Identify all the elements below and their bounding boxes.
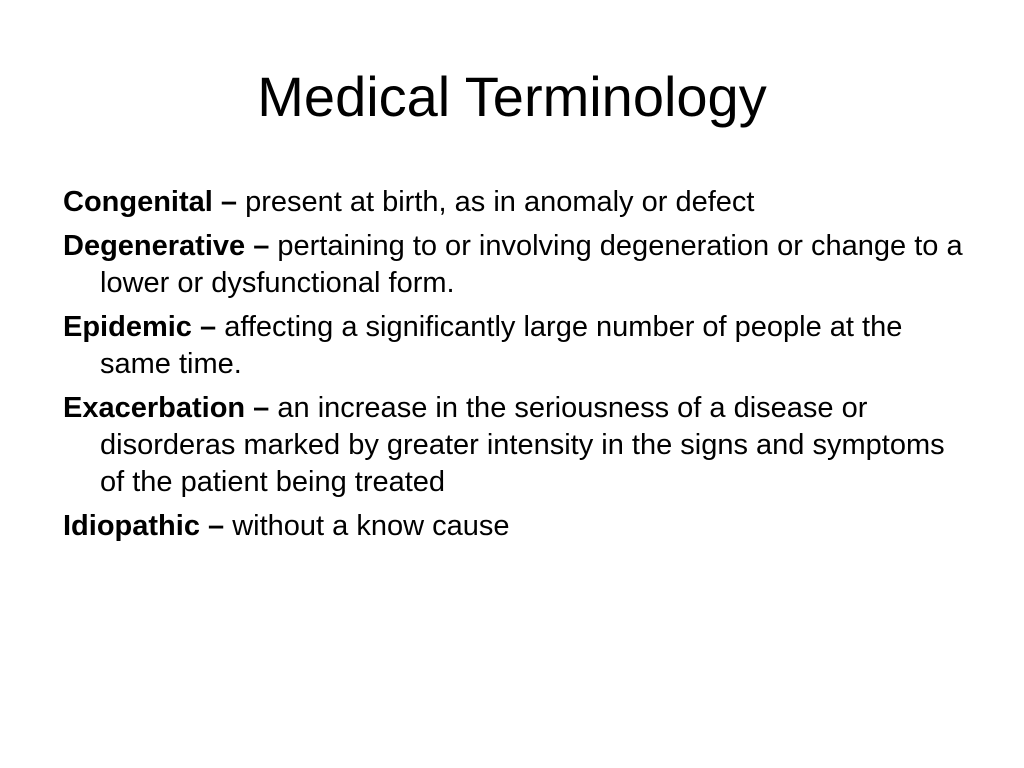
term-item-congenital <box>63 184 963 221</box>
term-name: Idiopathic – <box>63 510 225 542</box>
term-definition: an increase in the seriousness of a disease or disorderas marked by greater intensity in the signs and symptoms of the patient being treated <box>100 392 945 498</box>
term-name: Degenerative – <box>63 230 270 262</box>
term-name: Exacerbation – <box>63 392 270 424</box>
slide-title: Medical Terminology <box>257 65 767 128</box>
term-item-epidemic <box>63 309 963 383</box>
term-definition: pertaining to or involving degeneration or change to a lower or dysfunctional form. <box>100 230 963 299</box>
term-name: Epidemic – <box>63 311 217 343</box>
term-item-degenerative <box>63 228 963 302</box>
term-definition: affecting a significantly large number of people at the same time. <box>100 311 903 380</box>
term-list <box>63 184 963 552</box>
term-name: Congenital – <box>63 186 238 218</box>
term-definition: present at birth, as in anomaly or defect <box>245 186 755 218</box>
term-item-idiopathic <box>63 508 963 545</box>
term-definition: without a know cause <box>232 510 510 542</box>
term-item-exacerbation <box>63 390 963 501</box>
